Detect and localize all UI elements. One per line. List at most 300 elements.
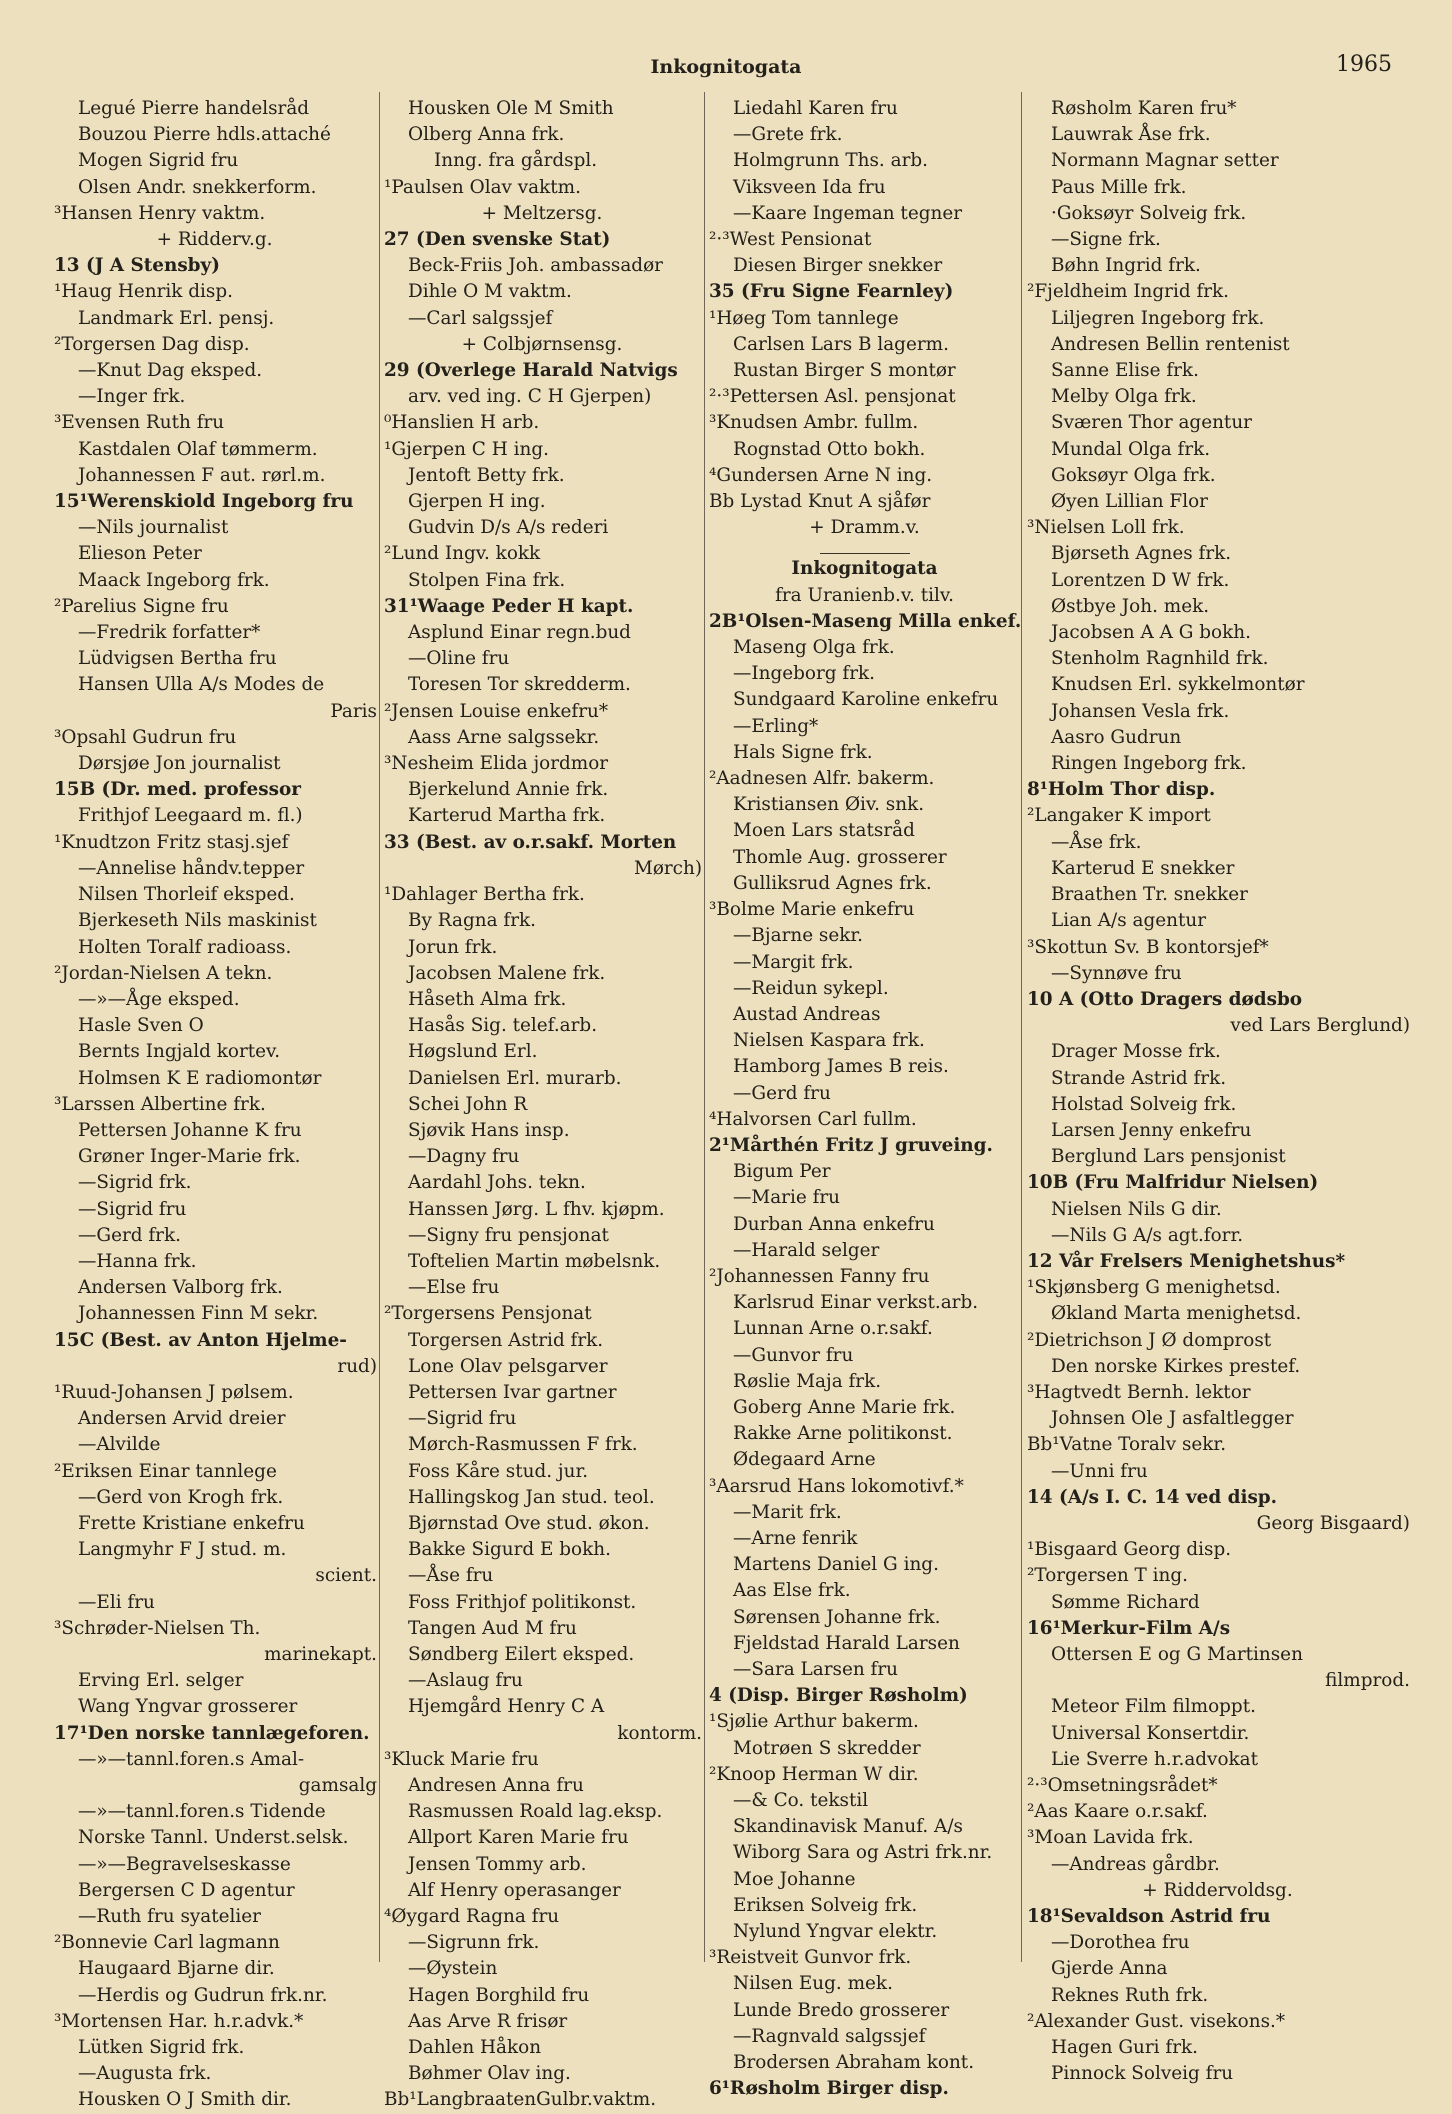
- directory-entry: Østbye Joh. mek.: [1051, 595, 1210, 617]
- directory-entry: —Reidun sykepl.: [733, 977, 889, 999]
- directory-entry: Wang Yngvar grosserer: [78, 1696, 298, 1718]
- directory-entry: Nilsen Eug. mek.: [733, 1973, 893, 1995]
- directory-entry: Tangen Aud M fru: [408, 1617, 577, 1639]
- directory-entry: Bøhn Ingrid frk.: [1051, 255, 1201, 277]
- directory-entry: Eriksen Solveig frk.: [733, 1894, 918, 1916]
- directory-entry: ¹Høeg Tom tannlege: [709, 307, 899, 329]
- directory-entry: 17¹Den norske tannlægeforen.: [54, 1722, 370, 1744]
- directory-entry: —Gunvor fru: [733, 1344, 854, 1366]
- directory-entry: Bjørnstad Ove stud. økon.: [408, 1512, 650, 1534]
- directory-entry: —Ruth fru syatelier: [78, 1906, 261, 1928]
- directory-entry: Lunnan Arne o.r.sakf.: [733, 1318, 933, 1340]
- directory-entry: Rakke Arne politikonst.: [733, 1423, 953, 1445]
- directory-entry: 6¹Røsholm Birger disp.: [709, 2078, 949, 2100]
- directory-entry: + Meltzersg.: [481, 202, 603, 224]
- directory-entry: 2B¹Olsen-Maseng Milla enkef.: [709, 610, 1022, 632]
- directory-entry: Drager Mosse frk.: [1051, 1041, 1221, 1063]
- directory-entry: fra Uranienb.v. tilv.: [775, 584, 954, 606]
- directory-entry: —Harald selger: [733, 1239, 880, 1261]
- directory-entry: Dihle O M vaktm.: [408, 281, 572, 303]
- directory-entry: ³Knudsen Ambr. fullm.: [709, 412, 919, 434]
- directory-entry: Norske Tannl. Underst.selsk.: [78, 1827, 349, 1849]
- directory-entry: Kastdalen Olaf tømmerm.: [78, 438, 318, 460]
- directory-entry: ²Torgersens Pensjonat: [384, 1303, 592, 1325]
- directory-entry: Frette Kristiane enkefru: [78, 1512, 305, 1534]
- directory-entry: ¹Paulsen Olav vaktm.: [384, 176, 581, 198]
- directory-entry: Ringen Ingeborg frk.: [1051, 753, 1247, 775]
- directory-entry: Meteor Film filmoppt.: [1051, 1696, 1256, 1718]
- directory-entry: Wiborg Sara og Astri frk.nr.: [733, 1842, 993, 1864]
- directory-entry: Aardahl Johs. tekn.: [408, 1172, 586, 1194]
- directory-entry: 10B (Fru Malfridur Nielsen): [1027, 1172, 1319, 1194]
- directory-entry: Mogen Sigrid fru: [78, 150, 239, 172]
- directory-entry: ²Fjeldheim Ingrid frk.: [1027, 281, 1230, 303]
- directory-entry: arv. ved ing. C H Gjerpen): [408, 386, 652, 408]
- directory-entry: Inng. fra gårdspl.: [434, 150, 598, 172]
- directory-entry: 29 (Overlege Harald Natvigs: [384, 360, 678, 382]
- directory-entry: Dahlen Håkon: [408, 2037, 542, 2059]
- directory-entry: ¹Bisgaard Georg disp.: [1027, 1539, 1232, 1561]
- directory-entry: Rognstad Otto bokh.: [733, 438, 926, 460]
- directory-entry: —Nils G A/s agt.forr.: [1051, 1224, 1244, 1246]
- directory-entry: Aas Arve R frisør: [408, 2010, 568, 2032]
- directory-entry: ²Jensen Louise enkefru*: [384, 700, 609, 722]
- directory-entry: Stenholm Ragnhild frk.: [1051, 648, 1269, 670]
- directory-entry: ³Hagtvedt Bernh. lektor: [1027, 1381, 1251, 1403]
- directory-entry: Beck-Friis Joh. ambassadør: [408, 255, 663, 277]
- directory-entry: —Bjarne sekr.: [733, 925, 864, 947]
- directory-entry: Frithjof Leegaard m. fl.): [78, 805, 303, 827]
- directory-entry: ²Parelius Signe fru: [54, 595, 229, 617]
- directory-entry: Lunde Bredo grosserer: [733, 1999, 950, 2021]
- directory-entry: —»—Begravelseskasse: [78, 1853, 291, 1875]
- directory-entry: ⁴Øygard Ragna fru: [384, 1906, 560, 1928]
- directory-entry: ¹Knudtzon Fritz stasj.sjef: [54, 831, 289, 853]
- directory-entry: + Riddervoldsg.: [1142, 1879, 1293, 1901]
- directory-entry: —Else fru: [408, 1277, 500, 1299]
- directory-entry: Lauwrak Åse frk.: [1051, 124, 1211, 146]
- directory-entry: Hanssen Jørg. L fhv. kjøpm.: [408, 1198, 665, 1220]
- directory-entry: Viksveen Ida fru: [733, 176, 886, 198]
- directory-entry: —»—tannl.foren.s Amal-: [78, 1748, 305, 1770]
- directory-entry: gamsalg: [298, 1775, 377, 1796]
- directory-entry: Asplund Einar regn.bud: [408, 622, 631, 644]
- directory-entry: ²Eriksen Einar tannlege: [54, 1460, 277, 1482]
- directory-entry: Holmgrunn Ths. arb.: [733, 150, 928, 172]
- directory-entry: + Colbjørnsensg.: [461, 333, 623, 355]
- directory-entry: Bigum Per: [733, 1161, 831, 1183]
- directory-entry: ³Reistveit Gunvor frk.: [709, 1947, 912, 1969]
- directory-entry: Holten Toralf radioass.: [78, 936, 292, 958]
- directory-entry: Sømme Richard: [1051, 1591, 1200, 1613]
- directory-entry: 16¹Merkur-Film A/s: [1027, 1617, 1231, 1639]
- directory-entry: Liedahl Karen fru: [733, 98, 898, 119]
- directory-entry: Olsen Andr. snekkerform.: [78, 176, 317, 198]
- directory-entry: Mørch): [633, 857, 702, 879]
- directory-entry: —Ragnvald salgssjef: [733, 2025, 926, 2047]
- directory-entry: Martens Daniel G ing.: [733, 1554, 939, 1576]
- directory-entry: —Inger frk.: [78, 386, 186, 408]
- directory-entry: By Ragna frk.: [408, 910, 536, 932]
- directory-entry: Holmsen K E radiomontør: [78, 1067, 322, 1089]
- directory-entry: ¹Skjønsberg G menighetsd.: [1027, 1277, 1281, 1299]
- directory-entry: —Margit frk.: [733, 951, 854, 973]
- directory-entry: Jacobsen A A G bokh.: [1051, 622, 1251, 644]
- directory-entry: Brodersen Abraham kont.: [733, 2052, 975, 2074]
- directory-entry: Røslie Maja frk.: [733, 1370, 882, 1392]
- directory-entry: + Dramm.v.: [809, 517, 920, 539]
- directory-entry: 10 A (Otto Dragers dødsbo: [1027, 988, 1303, 1010]
- directory-entry: —Augusta frk.: [78, 2063, 212, 2085]
- directory-entry: Austad Andreas: [733, 1003, 881, 1025]
- directory-entry: Maseng Olga frk.: [733, 637, 895, 659]
- directory-entry: 4 (Disp. Birger Røsholm): [709, 1685, 968, 1707]
- directory-entry: Gjerpen H ing.: [408, 491, 546, 513]
- directory-entry: Moe Johanne: [733, 1868, 856, 1890]
- directory-entry: filmprod.: [1325, 1670, 1410, 1692]
- directory-entry: ²·³Omsetningsrådet*: [1027, 1775, 1218, 1796]
- directory-entry: Bb¹LangbraatenGulbr.vaktm.: [384, 2089, 657, 2111]
- directory-entry: Housken Ole M Smith: [408, 98, 614, 119]
- directory-entry: Foss Frithjof politikonst.: [408, 1591, 637, 1613]
- directory-entry: ²Alexander Gust. visekons.*: [1027, 2010, 1286, 2032]
- directory-entry: Ottersen E og G Martinsen: [1051, 1643, 1303, 1665]
- directory-entry: Bjerkeseth Nils maskinist: [78, 910, 317, 932]
- directory-entry: Liljegren Ingeborg frk.: [1051, 307, 1265, 329]
- directory-entry: ²Bonnevie Carl lagmann: [54, 1932, 280, 1954]
- directory-entry: Røsholm Karen fru*: [1051, 98, 1237, 119]
- directory-entry: 15B (Dr. med. professor: [54, 779, 301, 801]
- directory-entry: Bakke Sigurd E bokh.: [408, 1539, 611, 1561]
- directory-entry: ²·³Pettersen Asl. pensjonat: [709, 386, 956, 408]
- directory-entry: 35 (Fru Signe Fearnley): [709, 281, 954, 303]
- directory-entry: Torgersen Astrid frk.: [408, 1329, 604, 1351]
- directory-column-3: [707, 96, 1022, 2102]
- directory-entry: Lüdvigsen Bertha fru: [78, 648, 277, 670]
- directory-entry: —Annelise håndv.tepper: [78, 857, 305, 879]
- directory-entry: 27 (Den svenske Stat): [384, 229, 611, 251]
- directory-entry: Sjøvik Hans insp.: [408, 1119, 570, 1141]
- street-header: Inkognitogata: [650, 56, 802, 78]
- directory-entry: ²·³West Pensionat: [709, 229, 872, 251]
- directory-entry: Karterud E snekker: [1051, 857, 1235, 879]
- directory-entry: Allport Karen Marie fru: [408, 1827, 629, 1849]
- directory-column-4: [1025, 96, 1410, 2087]
- directory-entry: Georg Bisgaard): [1256, 1512, 1410, 1534]
- directory-entry: ¹Sjølie Arthur bakerm.: [709, 1711, 919, 1733]
- directory-entry: Rustan Birger S montør: [733, 360, 956, 382]
- directory-entry: —Sigrunn frk.: [408, 1932, 540, 1954]
- directory-entry: Fjeldstad Harald Larsen: [733, 1632, 960, 1654]
- directory-entry: —Kaare Ingeman tegner: [733, 202, 963, 224]
- directory-entry: Braathen Tr. snekker: [1051, 884, 1248, 906]
- directory-entry: Den norske Kirkes prestef.: [1051, 1355, 1301, 1377]
- directory-entry: —Signe frk.: [1051, 229, 1161, 251]
- directory-entry: —Eli fru: [78, 1591, 155, 1613]
- directory-entry: Thomle Aug. grosserer: [733, 846, 947, 868]
- directory-entry: 15C (Best. av Anton Hjelme-: [54, 1329, 347, 1351]
- directory-entry: Johansen Vesla frk.: [1051, 700, 1230, 722]
- directory-entry: Hallingskog Jan stud. teol.: [408, 1486, 655, 1508]
- directory-entry: Nielsen Nils G dir.: [1051, 1198, 1222, 1220]
- directory-entry: —Sigrid fru: [78, 1198, 187, 1220]
- directory-entry: Berglund Lars pensjonist: [1051, 1146, 1286, 1168]
- directory-entry: Lie Sverre h.r.advokat: [1051, 1748, 1259, 1770]
- directory-entry: Legué Pierre handelsråd: [78, 98, 310, 119]
- directory-entry: Mørch-Rasmussen F frk.: [408, 1434, 638, 1456]
- directory-entry: Johnsen Ole J asfaltlegger: [1051, 1408, 1294, 1430]
- directory-entry: —Knut Dag eksped.: [78, 360, 263, 382]
- directory-entry: Sørensen Johanne frk.: [733, 1606, 941, 1628]
- directory-entry: ²Jordan-Nielsen A tekn.: [54, 962, 273, 984]
- directory-entry: Andersen Valborg frk.: [78, 1277, 283, 1299]
- directory-entry: ³Skottun Sv. B kontorsjef*: [1027, 936, 1269, 958]
- directory-entry: ³Nielsen Loll frk.: [1027, 517, 1185, 539]
- directory-entry: Andersen Arvid dreier: [78, 1408, 286, 1430]
- directory-entry: ³Opsahl Gudrun fru: [54, 726, 237, 748]
- directory-entry: —Marit frk.: [733, 1501, 842, 1523]
- directory-entry: ²Langaker K import: [1027, 805, 1211, 827]
- directory-entry: —Herdis og Gudrun frk.nr.: [78, 1984, 328, 2006]
- directory-entry: —Åse frk.: [1051, 831, 1142, 853]
- directory-entry: Skandinavisk Manuf. A/s: [733, 1816, 963, 1838]
- directory-entry: Pinnock Solveig fru: [1051, 2063, 1234, 2085]
- directory-entry: ³Aarsrud Hans lokomotivf.*: [709, 1475, 964, 1497]
- directory-entry: ³Bolme Marie enkefru: [709, 899, 915, 921]
- directory-entry: Toresen Tor skredderm.: [408, 674, 631, 696]
- directory-entry: —Dagny fru: [408, 1146, 520, 1168]
- directory-entry: Haugaard Bjarne dir.: [78, 1958, 275, 1980]
- directory-entry: Jentoft Betty frk.: [408, 464, 565, 486]
- directory-entry: —Oline fru: [408, 648, 510, 670]
- directory-entry: ¹Haug Henrik disp.: [54, 281, 233, 303]
- directory-entry: Hansen Ulla A/s Modes de: [78, 674, 325, 696]
- directory-entry: Inkognitogata: [791, 558, 938, 580]
- directory-entry: scient.: [315, 1565, 377, 1587]
- directory-entry: Høgslund Erl.: [408, 1041, 538, 1063]
- directory-entry: ³Evensen Ruth fru: [54, 412, 225, 434]
- directory-entry: Hasås Sig. telef.arb.: [408, 1015, 598, 1037]
- directory-entry: Motrøen S skredder: [733, 1737, 921, 1759]
- directory-entry: —Synnøve fru: [1051, 962, 1182, 984]
- directory-entry: —Alvilde: [78, 1434, 161, 1456]
- directory-entry: Goberg Anne Marie frk.: [733, 1396, 956, 1418]
- directory-entry: Søndberg Eilert eksped.: [408, 1643, 635, 1665]
- directory-entry: Bjørseth Agnes frk.: [1051, 543, 1232, 565]
- directory-entry: ²Aadnesen Alfr. bakerm.: [709, 768, 935, 790]
- directory-column-2: [382, 96, 702, 2114]
- directory-entry: ved Lars Berglund): [1230, 1015, 1410, 1037]
- directory-entry: ²Knoop Herman W dir.: [709, 1763, 919, 1785]
- directory-entry: —Sigrid fru: [408, 1408, 517, 1430]
- directory-entry: ²Johannessen Fanny fru: [709, 1265, 930, 1287]
- directory-entry: ¹Gjerpen C H ing.: [384, 438, 549, 460]
- directory-entry: —Dorothea fru: [1051, 1932, 1190, 1954]
- directory-entry: Olberg Anna frk.: [408, 124, 565, 146]
- directory-entry: Hagen Guri frk.: [1051, 2037, 1198, 2059]
- directory-entry: ³Nesheim Elida jordmor: [384, 753, 609, 775]
- directory-entry: 13 (J A Stensby): [54, 255, 220, 277]
- directory-entry: Hjemgård Henry C A: [408, 1696, 605, 1718]
- directory-entry: —Åse fru: [408, 1565, 494, 1587]
- directory-entry: Larsen Jenny enkefru: [1051, 1119, 1252, 1141]
- directory-entry: Maack Ingeborg frk.: [78, 569, 270, 591]
- directory-entry: Knudsen Erl. sykkelmontør: [1051, 674, 1305, 696]
- directory-entry: Langmyhr F J stud. m.: [78, 1539, 287, 1561]
- directory-entry: ¹Ruud-Johansen J pølsem.: [54, 1381, 294, 1403]
- directory-entry: Gjerde Anna: [1051, 1958, 1168, 1980]
- directory-entry: 18¹Sevaldson Astrid fru: [1027, 1906, 1271, 1928]
- directory-entry: Aasro Gudrun: [1051, 726, 1182, 748]
- directory-entry: Lian A/s agentur: [1051, 910, 1207, 932]
- directory-entry: ²Torgersen T ing.: [1027, 1565, 1188, 1587]
- directory-entry: Nylund Yngvar elektr.: [733, 1921, 938, 1943]
- directory-entry: ²Torgersen Dag disp.: [54, 333, 250, 355]
- directory-entry: ⁴Halvorsen Carl fullm.: [709, 1108, 917, 1130]
- directory-entry: 14 (A/s I. C. 14 ved disp.: [1027, 1486, 1278, 1508]
- directory-entry: Gulliksrud Agnes frk.: [733, 872, 932, 894]
- directory-entry: Alf Henry operasanger: [408, 1879, 621, 1901]
- directory-entry: Paris: [330, 700, 377, 722]
- directory-column-1: [52, 96, 377, 2114]
- column-rule: [704, 92, 705, 1962]
- directory-entry: Sundgaard Karoline enkefru: [733, 689, 999, 711]
- page-number: 1965: [1336, 52, 1392, 77]
- directory-entry: —Erling*: [733, 715, 819, 737]
- directory-entry: Melby Olga frk.: [1051, 386, 1197, 408]
- directory-entry: 33 (Best. av o.r.sakf. Morten: [384, 831, 677, 853]
- directory-entry: Sanne Elise frk.: [1051, 360, 1199, 382]
- directory-entry: Håseth Alma frk.: [408, 988, 567, 1010]
- directory-entry: —Carl salgssjef: [408, 307, 553, 329]
- directory-entry: Lone Olav pelsgarver: [408, 1355, 608, 1377]
- directory-entry: Bouzou Pierre hdls.attaché: [78, 124, 331, 146]
- directory-entry: Andresen Anna fru: [408, 1775, 584, 1796]
- directory-entry: Durban Anna enkefru: [733, 1213, 935, 1235]
- directory-entry: Johannessen F aut. rørl.m.: [78, 464, 326, 486]
- directory-entry: —Øystein: [408, 1958, 498, 1980]
- directory-entry: Strande Astrid frk.: [1051, 1067, 1227, 1089]
- directory-entry: 31¹Waage Peder H kapt.: [384, 595, 634, 617]
- directory-entry: Foss Kåre stud. jur.: [408, 1460, 589, 1482]
- directory-entry: Gudvin D/s A/s rederi: [408, 517, 609, 539]
- directory-entry: Bernts Ingjald kortev.: [78, 1041, 281, 1063]
- directory-entry: —Grete frk.: [733, 124, 843, 146]
- directory-entry: Hals Signe frk.: [733, 741, 873, 763]
- directory-entry: —Sara Larsen fru: [733, 1658, 898, 1680]
- directory-entry: Stolpen Fina frk.: [408, 569, 566, 591]
- directory-entry: Universal Konsertdir.: [1051, 1722, 1250, 1744]
- directory-entry: rud): [337, 1355, 377, 1377]
- directory-entry: 8¹Holm Thor disp.: [1027, 779, 1216, 801]
- directory-entry: kontorm.: [617, 1722, 702, 1744]
- directory-entry: 2¹Mårthén Fritz J gruveing.: [709, 1134, 993, 1156]
- directory-entry: Bb¹Vatne Toralv sekr.: [1027, 1434, 1227, 1456]
- directory-entry: Moen Lars statsråd: [733, 820, 915, 842]
- directory-entry: ²Aas Kaare o.r.sakf.: [1027, 1801, 1208, 1823]
- directory-entry: Hasle Sven O: [78, 1015, 204, 1037]
- directory-entry: Johannessen Finn M sekr.: [78, 1303, 319, 1325]
- directory-entry: Erving Erl. selger: [78, 1670, 244, 1692]
- directory-entry: Toftelien Martin møbelsnk.: [408, 1250, 661, 1272]
- directory-entry: Reknes Ruth frk.: [1051, 1984, 1209, 2006]
- directory-entry: Sværen Thor agentur: [1051, 412, 1252, 434]
- directory-entry: ²Lund Ingv. kokk: [384, 543, 541, 565]
- directory-entry: ¹Dahlager Bertha frk.: [384, 884, 585, 906]
- directory-entry: Kristiansen Øiv. snk.: [733, 794, 925, 816]
- directory-entry: Pettersen Johanne K fru: [78, 1119, 302, 1141]
- directory-entry: Dørsjøe Jon journalist: [78, 753, 281, 775]
- directory-entry: Danielsen Erl. murarb.: [408, 1067, 622, 1089]
- directory-entry: Karlsrud Einar verkst.arb.: [733, 1292, 979, 1314]
- directory-entry: Grøner Inger-Marie frk.: [78, 1146, 301, 1168]
- column-rule: [379, 92, 380, 1962]
- directory-entry: Holstad Solveig frk.: [1051, 1093, 1237, 1115]
- directory-entry: —Arne fenrik: [733, 1527, 858, 1549]
- directory-entry: Lorentzen D W frk.: [1051, 569, 1230, 591]
- directory-entry: Rasmussen Roald lag.eksp.: [408, 1801, 663, 1823]
- directory-entry: Nielsen Kaspara frk.: [733, 1030, 925, 1052]
- directory-entry: ³Schrøder-Nielsen Th.: [54, 1617, 261, 1639]
- directory-entry: ⁰Hanslien H arb.: [384, 412, 540, 434]
- directory-entry: ³Mortensen Har. h.r.advk.*: [54, 2010, 304, 2032]
- directory-entry: Pettersen Ivar gartner: [408, 1381, 617, 1403]
- directory-entry: —Gerd frk.: [78, 1224, 181, 1246]
- directory-entry: —Ingeborg frk.: [733, 663, 875, 685]
- directory-entry: Hamborg James B reis.: [733, 1056, 949, 1078]
- directory-entry: Carlsen Lars B lagerm.: [733, 333, 949, 355]
- directory-entry: —Unni fru: [1051, 1460, 1148, 1482]
- directory-entry: ·Goksøyr Solveig frk.: [1051, 202, 1247, 224]
- directory-entry: Nilsen Thorleif eksped.: [78, 884, 295, 906]
- directory-entry: Normann Magnar setter: [1051, 150, 1279, 172]
- directory-entry: 15¹Werenskiold Ingeborg fru: [54, 491, 354, 513]
- directory-entry: Aass Arne salgssekr.: [408, 726, 600, 748]
- directory-entry: —Fredrik forfatter*: [78, 622, 261, 644]
- directory-entry: marinekapt.: [264, 1643, 377, 1665]
- directory-entry: —Marie fru: [733, 1187, 841, 1209]
- directory-entry: Karterud Martha frk.: [408, 805, 606, 827]
- directory-entry: ³Hansen Henry vaktm.: [54, 202, 266, 224]
- directory-entry: ³Kluck Marie fru: [384, 1748, 539, 1770]
- directory-entry: Hagen Borghild fru: [408, 1984, 590, 2006]
- directory-entry: Diesen Birger snekker: [733, 255, 943, 277]
- directory-entry: Schei John R: [408, 1093, 528, 1115]
- directory-entry: Bb Lystad Knut A sjåfør: [709, 491, 931, 513]
- directory-entry: 12 Vår Frelsers Menighetshus*: [1027, 1250, 1346, 1272]
- directory-entry: ⁴Gundersen Arne N ing.: [709, 464, 933, 486]
- directory-entry: —Gerd von Krogh frk.: [78, 1486, 284, 1508]
- directory-entry: Paus Mille frk.: [1051, 176, 1187, 198]
- directory-entry: Housken O J Smith dir.: [78, 2089, 292, 2111]
- directory-entry: —Hanna frk.: [78, 1250, 197, 1272]
- directory-entry: Økland Marta menighetsd.: [1051, 1303, 1302, 1325]
- directory-entry: Landmark Erl. pensj.: [78, 307, 275, 329]
- directory-entry: Bjerkelund Annie frk.: [408, 779, 609, 801]
- directory-entry: Jacobsen Malene frk.: [408, 962, 606, 984]
- directory-entry: Ødegaard Arne: [733, 1449, 876, 1471]
- directory-entry: —& Co. tekstil: [733, 1790, 869, 1811]
- directory-entry: Mundal Olga frk.: [1051, 438, 1211, 460]
- directory-entry: ³Moan Lavida frk.: [1027, 1827, 1194, 1849]
- directory-entry: —Nils journalist: [78, 517, 229, 539]
- directory-entry: Bøhmer Olav ing.: [408, 2063, 571, 2085]
- directory-entry: ²Dietrichson J Ø domprost: [1027, 1329, 1272, 1351]
- directory-entry: Andresen Bellin rentenist: [1051, 333, 1290, 355]
- directory-entry: ³Larssen Albertine frk.: [54, 1093, 266, 1115]
- directory-entry: —»—tannl.foren.s Tidende: [78, 1801, 326, 1823]
- directory-entry: Aas Else frk.: [733, 1580, 851, 1602]
